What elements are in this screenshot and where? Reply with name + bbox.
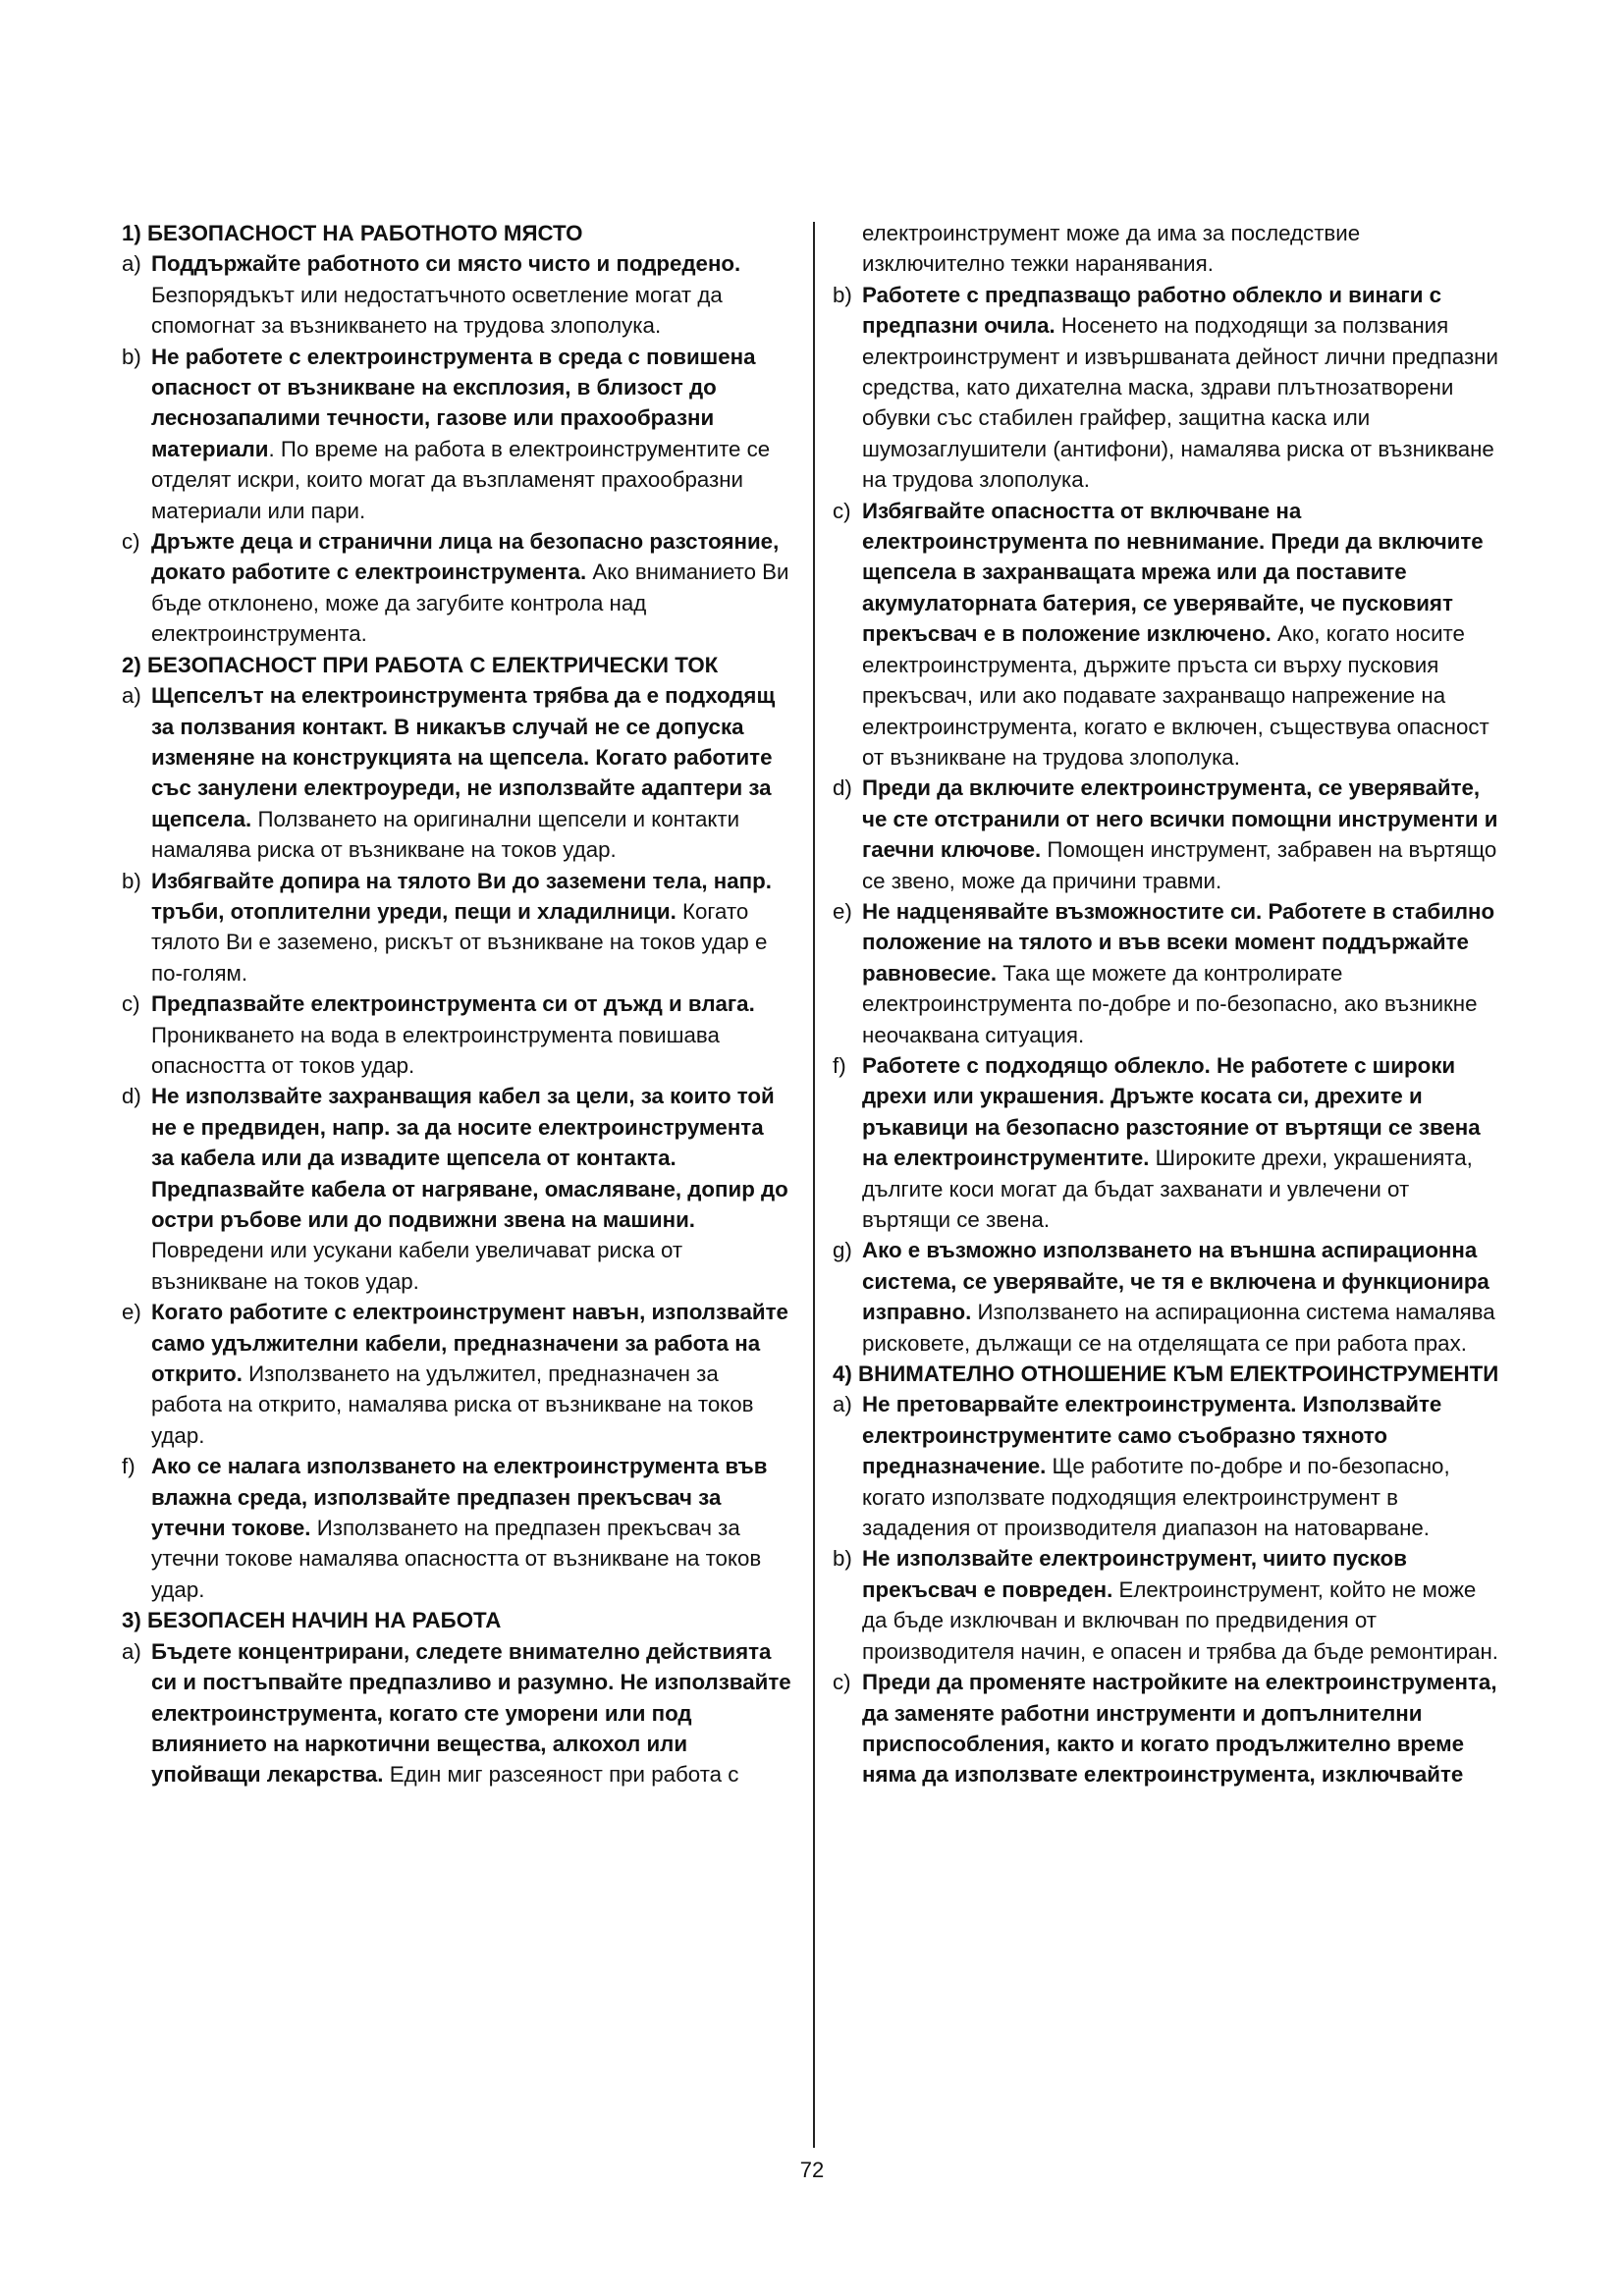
item-bold-text: Работете с предпазващо работно облекло и винаги с предпазни очила. (862, 282, 1442, 339)
list-item (833, 773, 1502, 896)
list-item (122, 1451, 791, 1605)
list-item (122, 988, 791, 1081)
list-item (122, 1636, 791, 1790)
item-text: Използването на удължител, предназначен за работа на открито, намалява риска от възникване на токов удар. (151, 1362, 754, 1448)
item-text: Използването на предпазен прекъсвач за утечни токове намалява опасността от възникване на токов удар. (151, 1516, 762, 1602)
list-item (122, 526, 791, 650)
list-item (833, 896, 1502, 1050)
list-item (122, 1081, 791, 1297)
item-text: . По време на работа в електроинструментите се отделят искри, които могат да възпламенят прахообразни материали или пари. (151, 436, 771, 523)
item-text: Ще работите по-добре и по-безопасно, когато използвате подходящия електроинструмент в зададения от производителя диапазон на натоварване. (862, 1454, 1450, 1541)
item-text: Ако вниманието Ви бъде отклонено, може да загубите контрола над електроинструмента. (151, 560, 789, 647)
item-bold-text: Работете с подходящо облекло. Не работете с широки дрехи или украшения. Дръжте косата си, дрехите и ръкавици на безопасно разстояние от въртящи се звена на електроинструментите. (862, 1052, 1481, 1171)
item-marker: a) (122, 251, 141, 277)
list-item (122, 1297, 791, 1451)
item-text: Така ще можете да контролирате електроинструмента по-добре и по-безопасно, ако възникне неочаквана ситуация. (862, 960, 1478, 1047)
item-bold-text: Предпазвайте електроинструмента си от дъжд и влага. (151, 991, 755, 1017)
item-bold-text: Не претоварвайте електроинструмента. Използвайте електроинструментите само съобразно тяхното предназначение. (862, 1392, 1442, 1479)
item-marker: b) (833, 1546, 852, 1572)
item-marker: c) (122, 991, 140, 1017)
list-item (833, 1389, 1502, 1543)
item-marker: d) (833, 775, 852, 801)
item-text: Носенето на подходящи за ползвания електроинструмент и извършваната дейност лични предпазни средства, като дихателна маска, здрави плътнозатворени обувки със стабилен грайфер, защитна каска или шумозаглушители (антифони), намалява риска от възникване на трудова злополука. (862, 313, 1498, 493)
item-text: Когато тялото Ви е заземено, рискът от възникване на токов удар е по-голям. (151, 898, 768, 986)
item-marker: b) (833, 282, 852, 307)
section-title-workplace-safety: 1) БЕЗОПАСНОСТ НА РАБОТНОТО МЯСТО (122, 221, 583, 245)
item-bold-text: Преди да променяте настройките на електроинструмента, да заменяте работни инструменти и допълнителни приспособления, както и когато продължително време няма да използвате електроинструмента, изключвайте (862, 1670, 1497, 1788)
item-bold-text: Бъдете концентрирани, следете внимателно действията си и постъпвайте предпазливо и разумно. Не използвайте електроинструмента, когато сте уморени или под влиянието на наркотични вещества, алкохол или упойващи лекарства. (151, 1638, 791, 1788)
list-item (833, 1050, 1502, 1235)
list-item (122, 866, 791, 989)
item-text: Електроинструмент, който не може да бъде изключван и включван по предвидения от производителя начин, е опасен и трябва да бъде ремонтиран. (862, 1576, 1498, 1664)
left-column (122, 218, 791, 1790)
item-bold-text: Избягвайте опасността от включване на електроинструмента по невнимание. Преди да включите щепсела в захранващата мрежа или да поставите акумулаторната батерия, се уверявайте, че пусковият прекъсвач е в положение изключено. (862, 498, 1484, 647)
item-bold-text: Когато работите с електроинструмент навън, използвайте само удължителни кабели, предназначени за работа на открито. (151, 1300, 788, 1387)
item-text: Ако, когато носите електроинструмента, държите пръста си върху пусковия прекъсвач, или ако подавате захранващо напрежение на електроинструмента, когато е включен, съществува опасност от възникване на трудова злополука. (862, 621, 1489, 770)
item-text: Безпорядъкът или недостатъчното осветление могат да спомогнат за възникването на трудова злополука. (151, 282, 723, 339)
item-marker: f) (122, 1454, 135, 1479)
list-item (833, 1667, 1502, 1790)
item-bold-text: Ако се налага използването на електроинструмента във влажна среда, използвайте предпазен прекъсвач за утечни токове. (151, 1454, 768, 1541)
item-bold-text: Не използвайте захранващия кабел за цели, за които той не е предвиден, напр. за да носите електроинструмента за кабела или да извадите щепсела от контакта. Предпазвайте кабела от нагряване, омасляване, допир до остри ръбове или до подвижни звена на машини. (151, 1084, 788, 1232)
item-marker: b) (122, 344, 141, 369)
list-item (122, 680, 791, 865)
item-bold-text: Избягвайте допира на тялото Ви до заземени тела, напр. тръби, отоплителни уреди, пещи и хладилници. (151, 868, 772, 924)
item-text: Широките дрехи, украшенията, дългите коси могат да бъдат захванати и увлечени от въртящи се звена. (862, 1146, 1473, 1232)
section-title-safe-work: 3) БЕЗОПАСЕН НАЧИН НА РАБОТА (122, 1608, 502, 1633)
item-marker: a) (833, 1392, 852, 1417)
list-item (122, 248, 791, 341)
item-text: Един миг разсеяност при работа с (383, 1762, 739, 1788)
item-marker: d) (122, 1084, 141, 1109)
list-item (833, 496, 1502, 774)
item-text: Повредени или усукани кабели увеличават риска от възникване на токов удар. (151, 1238, 683, 1294)
item-marker: c) (833, 1670, 851, 1695)
list-item (833, 1235, 1502, 1359)
item-marker: g) (833, 1238, 852, 1263)
item-text: Проникването на вода в електроинструмента повишава опасността от токов удар. (151, 1022, 720, 1078)
item-bold-text: Поддържайте работното си място чисто и подредено. (151, 251, 741, 277)
item-marker: a) (122, 1638, 141, 1664)
item-bold-text: Не използвайте електроинструмент, чиито пусков прекъсвач е повреден. (862, 1546, 1407, 1602)
item-marker: b) (122, 868, 141, 893)
item-bold-text: Не работете с електроинструмента в среда с повишена опасност от възникване на експлозия, в близост до леснозапалими течности, газове или прахообразни материали (151, 344, 756, 461)
list-item (122, 342, 791, 526)
item-marker: e) (122, 1300, 141, 1325)
item-bold-text: Дръжте деца и странични лица на безопасно разстояние, докато работите с електроинструмента. (151, 529, 780, 585)
item-marker: f) (833, 1052, 846, 1078)
item-marker: e) (833, 898, 852, 924)
item-text: Ползването на оригинални щепсели и контакти намалява риска от възникване на токов удар. (151, 806, 740, 863)
right-column (833, 218, 1502, 1790)
continued-text: електроинструмент може да има за последствие изключително тежки наранявания. (862, 221, 1361, 277)
item-bold-text: Ако е възможно използването на външна аспирационна система, се уверявайте, че тя е включена и функционира изправно. (862, 1238, 1489, 1325)
section-title-electrical-safety: 2) БЕЗОПАСНОСТ ПРИ РАБОТА С ЕЛЕКТРИЧЕСКИ ТОК (122, 652, 719, 677)
item-marker: c) (833, 498, 851, 523)
item-bold-text: Преди да включите електроинструмента, се уверявайте, че сте отстранили от него всички помощни инструменти и гаечни ключове. (862, 775, 1498, 863)
item-bold-text: Щепселът на електроинструмента трябва да е подходящ за ползвания контакт. В никакъв случай не се допуска изменяне на конструкцията на щепсела. Когато работите със занулени електроуреди, не използвайте адаптери за щепсела. (151, 683, 776, 831)
list-item (833, 1543, 1502, 1667)
item-bold-text: Не надценявайте възможностите си. Работете в стабилно положение на тялото и във всеки момент поддържайте равновесие. (862, 898, 1495, 986)
list-item (833, 280, 1502, 496)
column-divider (813, 222, 815, 2148)
section-title-tool-care: 4) ВНИМАТЕЛНО ОТНОШЕНИЕ КЪМ ЕЛЕКТРОИНСТРУМЕНТИ (833, 1362, 1499, 1387)
page-number: 72 (799, 2158, 825, 2182)
item-marker: c) (122, 529, 140, 555)
item-marker: a) (122, 683, 141, 709)
item-text: Използването на аспирационна система намалява рисковете, дължащи се на отделящата се при работа прах. (862, 1300, 1495, 1356)
item-text: Помощен инструмент, забравен на въртящо се звено, може да причини травми. (862, 837, 1497, 893)
